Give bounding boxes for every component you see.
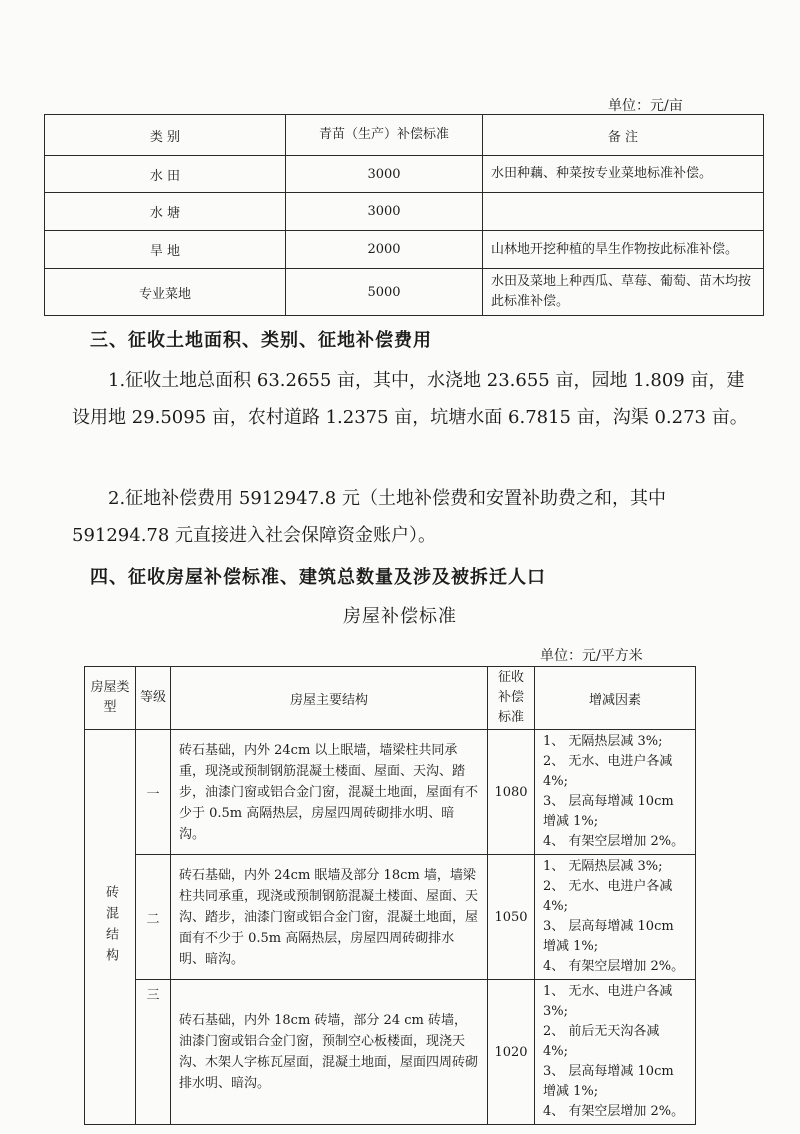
factor-item: 4、 有架空层增加 2%。 (543, 834, 685, 849)
header-factors: 增减因素 (535, 667, 696, 730)
row-category: 水 塘 (45, 193, 286, 231)
housing-table-title: 房屋补偿标准 (343, 606, 457, 627)
header-standard: 青苗（生产）补偿标准 (286, 115, 483, 156)
row-standard: 1080 (488, 730, 535, 855)
row-standard: 1050 (488, 855, 535, 980)
factor-item: 1、 无隔热层减 3%; (543, 734, 663, 749)
housing-table-unit: 单位：元/平方米 (540, 648, 643, 664)
table-row (85, 980, 696, 1125)
row-standard: 5000 (286, 269, 483, 316)
header-standard: 征收补偿标准 (488, 667, 535, 730)
header-type: 房屋类型 (85, 667, 136, 730)
factor-item: 1、 无水、电进户各减 3%; (543, 984, 673, 1019)
factor-item: 1、 无隔热层减 3%; (543, 859, 663, 874)
row-structure: 砖石基础，内外 18cm 砖墙，部分 24 cm 砖墙，油漆门窗或铝合金门窗，预制空心板楼面，现浇天沟、木架人字栋瓦屋面，混凝土地面，屋面四周砖砌排水明、暗沟。 (171, 980, 488, 1125)
table-row (45, 156, 764, 193)
type-cell (85, 730, 136, 1125)
row-factors (535, 980, 696, 1125)
table-row (45, 193, 764, 231)
factor-item: 4、 有架空层增加 2%。 (543, 959, 685, 974)
row-remarks (483, 193, 764, 231)
section3-paragraph-2: 2.征地补偿费用 5912947.8 元（土地补偿费和安置补助费之和，其中 591294.78 元直接进入社会保障资金账户）。 (72, 488, 666, 546)
row-remarks: 水田种藕、种菜按专业菜地标准补偿。 (483, 156, 764, 193)
section3-heading: 三、征收土地面积、类别、征地补偿费用 (90, 330, 432, 351)
factor-item: 2、 无水、电进户各减 4%; (543, 754, 673, 789)
row-factors (535, 730, 696, 855)
row-category: 专业菜地 (45, 269, 286, 316)
row-category: 水 田 (45, 156, 286, 193)
header-grade: 等级 (136, 667, 171, 730)
row-structure: 砖石基础，内外 24cm 眠墙及部分 18cm 墙，墙梁柱共同承重，现浇或预制钢筋混凝土楼面、屋面、天沟、踏步，油漆门窗或铝合金门窗，混凝土地面，屋面有不少于 0.5m 高隔热层，房屋四周砖砌排水明、暗沟。 (171, 855, 488, 980)
header-category: 类 别 (45, 115, 286, 156)
row-standard: 3000 (286, 156, 483, 193)
table1-unit: 单位：元/亩 (608, 98, 683, 114)
row-category: 旱 地 (45, 231, 286, 269)
factor-item: 2、 前后无天沟各减 4%; (543, 1024, 660, 1059)
row-standard: 1020 (488, 980, 535, 1125)
section4-heading: 四、征收房屋补偿标准、建筑总数量及涉及被拆迁人口 (90, 567, 546, 588)
seedling-compensation-table (44, 114, 764, 316)
housing-header-row (85, 667, 696, 730)
factor-item: 3、 层高每增减 10cm 增减 1%; (543, 794, 674, 829)
row-structure: 砖石基础，内外 24cm 以上眠墙，墙梁柱共同承重，现浇或预制钢筋混凝土楼面、屋面、天沟、踏步，油漆门窗或铝合金门窗，混凝土地面，屋面有不少于 0.5m 高隔热层，房屋四周砖砌排水明、暗沟。 (171, 730, 488, 855)
factor-item: 3、 层高每增减 10cm 增减 1%; (543, 1064, 674, 1099)
row-remarks: 水田及菜地上种西瓜、草莓、葡萄、苗木均按此标准补偿。 (483, 269, 764, 316)
row-grade: 一 (136, 730, 171, 855)
header-structure: 房屋主要结构 (171, 667, 488, 730)
row-grade: 二 (136, 855, 171, 980)
row-remarks: 山林地开挖种植的旱生作物按此标准补偿。 (483, 231, 764, 269)
table1-header-row (45, 115, 764, 156)
row-standard: 2000 (286, 231, 483, 269)
factor-item: 2、 无水、电进户各减 4%; (543, 879, 673, 914)
table-row (85, 855, 696, 980)
table-row (85, 730, 696, 855)
section3-paragraph-1: 1.征收土地总面积 63.2655 亩，其中，水浇地 23.655 亩，园地 1.809 亩，建设用地 29.5095 亩，农村道路 1.2375 亩，坑塘水面 6.7815 亩，沟渠 0.273 亩。 (72, 370, 748, 428)
factor-item: 4、 有架空层增加 2%。 (543, 1104, 685, 1119)
housing-compensation-table (84, 666, 696, 1125)
row-factors (535, 855, 696, 980)
header-remarks: 备 注 (483, 115, 764, 156)
row-standard: 3000 (286, 193, 483, 231)
row-grade: 三 (136, 980, 171, 1125)
table-row (45, 269, 764, 316)
type-name: 砖混结构 (103, 885, 118, 969)
table-row (45, 231, 764, 269)
factor-item: 3、 层高每增减 10cm 增减 1%; (543, 919, 674, 954)
